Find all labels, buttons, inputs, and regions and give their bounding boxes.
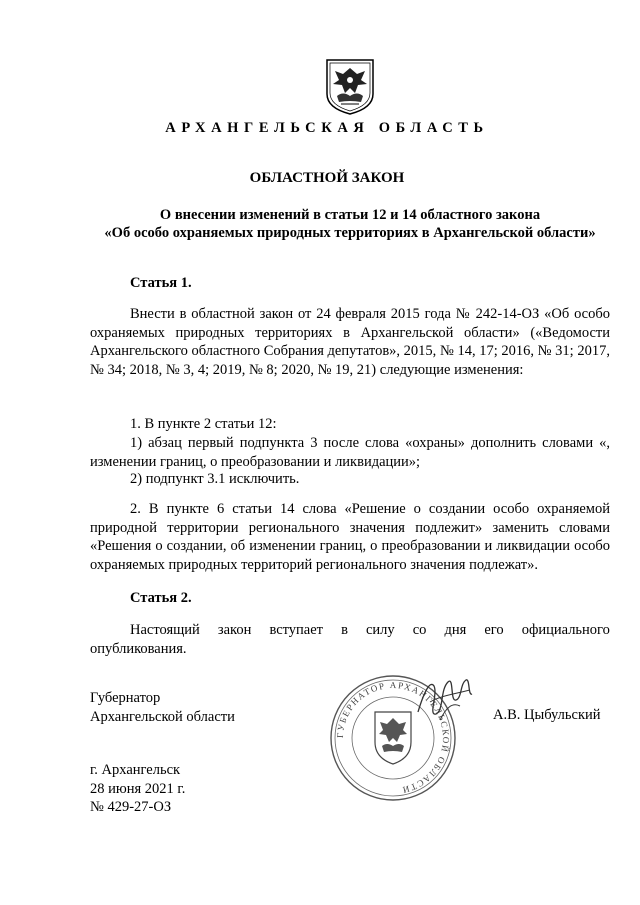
signatory-name: А.В. Цыбульский	[493, 707, 601, 723]
signatory-position	[90, 689, 235, 726]
footer-date: 28 июня 2021 г.	[90, 780, 186, 797]
law-type: ОБЛАСТНОЙ ЗАКОН	[249, 170, 405, 186]
article2-word: Настоящий	[130, 622, 200, 638]
document-footer	[90, 761, 185, 817]
item1-sub2: 2) подпункт 3.1 исключить.	[130, 471, 300, 487]
article2-word: дня	[444, 622, 467, 638]
item1-sub1: 1) абзац первый подпункта 3 после слова «охраны» дополнить словами «, изменении границ, о преобразовании и ликвидации»;	[90, 435, 610, 470]
article2-word: силу	[365, 622, 395, 638]
article2-word: закон	[217, 622, 252, 638]
position-line1: Губернатор	[90, 690, 161, 706]
law-title-line2: «Об особо охраняемых природных территориях в Архангельской области»	[104, 225, 596, 241]
seal-text: ГУБЕРНАТОР АРХАНГЕЛЬСКОЙ ОБЛАСТИ	[334, 679, 452, 796]
article2-word: со	[412, 622, 427, 638]
article1-intro: Внести в областной закон от 24 февраля 2015 года № 242-14-ОЗ «Об особо охраняемых природных территориях в Архангельской области» («Ведомости Архангельского областного Собрания депутатов», 2015, № 14, 17; 2016, № 31; 2017, № 34; 2018, № 3, 4; 2019, № 8; 2020, № 19, 21) следующие изменения:	[90, 306, 610, 379]
article2-word: вступает	[269, 622, 323, 638]
article2-word: его	[484, 622, 504, 638]
coat-of-arms-icon	[323, 58, 377, 116]
item2: 2. В пункте 6 статьи 14 слова «Решение о создании особо охраняемой природной территории регионального значения подлежит» заменить словами «Решения о создании, об изменении границ, о преобразовании и ликвидации особо охраняемых природных территорий регионального значения подлежат».	[90, 501, 610, 574]
article2-line2: опубликования.	[90, 641, 187, 657]
handwritten-signature-icon	[410, 672, 480, 726]
article2-line1	[130, 622, 610, 639]
position-line2: Архангельской области	[90, 708, 235, 725]
region-name: АРХАНГЕЛЬСКАЯ ОБЛАСТЬ	[165, 120, 489, 136]
article1-heading: Статья 1.	[130, 275, 192, 291]
footer-number: № 429-27-ОЗ	[90, 799, 172, 815]
footer-city: г. Архангельск	[90, 762, 181, 778]
law-title-line1: О внесении изменений в статьи 12 и 14 областного закона	[159, 207, 541, 223]
item1-title: 1. В пункте 2 статьи 12:	[130, 416, 277, 432]
article2-word: в	[341, 622, 348, 638]
article2-word: официального	[521, 622, 610, 638]
law-title	[80, 206, 620, 242]
article2-heading: Статья 2.	[130, 590, 192, 606]
